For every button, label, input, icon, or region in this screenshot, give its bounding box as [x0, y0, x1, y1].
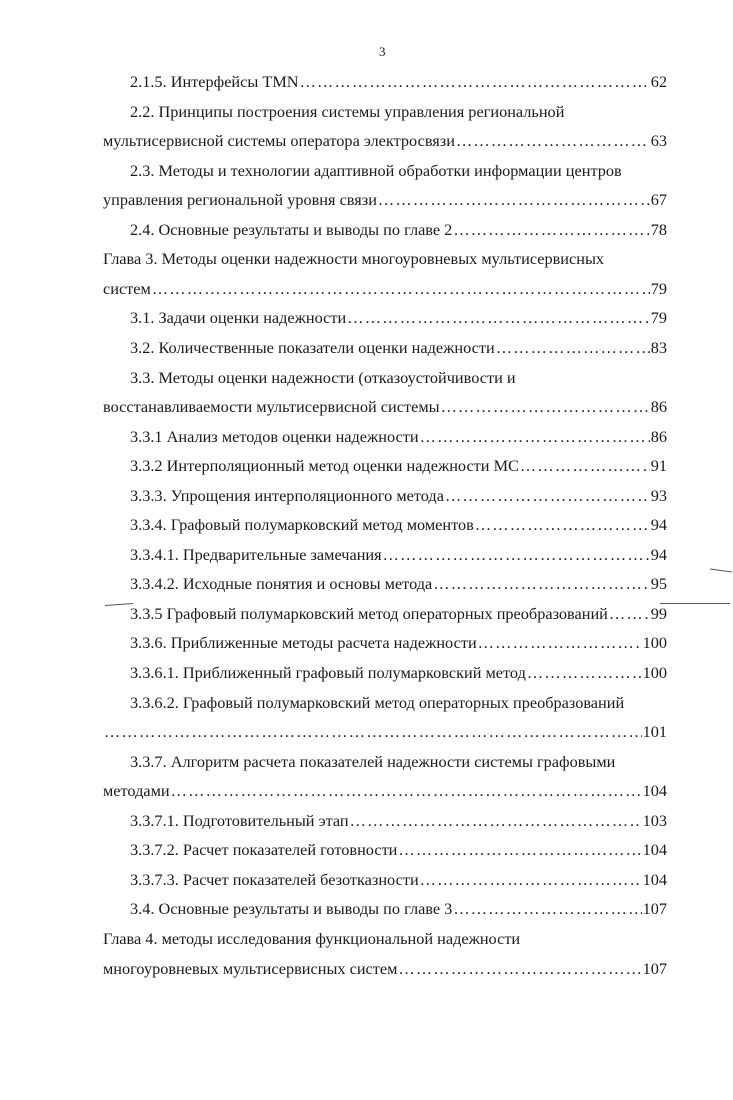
toc-entry-page: 93 — [650, 485, 667, 505]
toc-entry — [130, 102, 564, 124]
toc-entry — [103, 131, 667, 153]
dot-leader — [520, 456, 650, 476]
toc-entry-page: 107 — [642, 899, 667, 919]
toc-entry-page: 107 — [642, 958, 667, 978]
toc-entry — [130, 840, 667, 862]
toc-entry-page: 63 — [650, 131, 667, 151]
dot-leader — [445, 486, 650, 506]
toc-entry-page: 94 — [650, 544, 667, 564]
toc-entry-page: 94 — [650, 515, 667, 535]
toc-entry-title: Глава 3. Методы оценки надежности многоуровневых мультисервисных — [103, 249, 605, 269]
dot-leader — [527, 663, 642, 683]
dot-leader — [478, 633, 642, 653]
dot-leader — [347, 308, 650, 328]
toc-entry-title: методами — [103, 781, 170, 801]
dot-leader — [433, 574, 649, 594]
toc-entry-title: 3.3.7.3. Расчет показателей безотказности — [130, 869, 419, 889]
toc-entry-title: 3.3.6. Приближенные методы расчета надежности — [130, 633, 477, 653]
dot-leader — [496, 338, 650, 358]
toc-entry-page: 100 — [642, 633, 667, 653]
toc-entry-page: 83 — [650, 337, 667, 357]
toc-entry-title: систем — [103, 278, 151, 298]
scan-line-mark — [105, 603, 133, 606]
toc-entry-page: 101 — [642, 722, 667, 742]
dot-leader — [441, 397, 650, 417]
toc-entry-title: 3.2. Количественные показатели оценки надежности — [130, 337, 495, 357]
toc-entry-title: 3.3.7.1. Подготовительный этап — [130, 810, 349, 830]
toc-entry-title: 3.3.5 Графовый полумарковский метод операторных преобразований — [130, 603, 608, 623]
toc-entry — [103, 279, 667, 301]
toc-entry-title: 3.4. Основные результаты и выводы по главе 3 — [130, 899, 453, 919]
toc-entry-page: 103 — [642, 810, 667, 830]
dot-leader — [350, 811, 642, 831]
toc-entry-title: 3.3.7. Алгоритм расчета показателей надежности системы графовыми — [130, 751, 616, 771]
toc-entry-title: 3.3.4. Графовый полумарковский метод моментов — [130, 515, 474, 535]
toc-entry — [130, 368, 516, 390]
toc-entry — [130, 220, 667, 242]
toc-entry-page: 99 — [650, 603, 667, 623]
toc-entry-title: 3.3.1 Анализ методов оценки надежности — [130, 426, 419, 446]
dot-leader — [383, 545, 650, 565]
dot-leader — [456, 131, 650, 151]
toc-entry-title: Глава 4. методы исследования функциональной надежности — [103, 928, 521, 948]
toc-entry-page: 79 — [650, 308, 667, 328]
toc-entry-title: управления региональной уровня связи — [103, 190, 377, 210]
toc-entry-page: 78 — [650, 219, 667, 239]
toc-entry-title: 3.3.3. Упрощения интерполяционного метода — [130, 485, 444, 505]
toc-entry — [130, 870, 667, 892]
toc-entry — [103, 397, 667, 419]
toc-entry-title: многоуровневых мультисервисных систем — [103, 958, 398, 978]
dot-leader — [420, 427, 650, 447]
toc-entry — [130, 427, 667, 449]
dot-leader — [453, 899, 641, 919]
toc-entry-title: восстанавливаемости мультисервисной системы — [103, 397, 440, 417]
toc-entry-title: 2.3. Методы и технологии адаптивной обработки информации центров — [130, 160, 622, 180]
toc-entry-page: 86 — [650, 426, 667, 446]
toc-entry — [130, 633, 667, 655]
toc-entry-title: 2.1.5. Интерфейсы TMN — [130, 72, 299, 91]
dot-leader — [420, 870, 642, 890]
toc-entry — [103, 249, 604, 271]
toc-entry-page: 104 — [642, 869, 667, 889]
toc-entry — [103, 781, 667, 803]
toc-entry-title: 2.2. Принципы построения системы управления региональной — [130, 101, 565, 121]
toc-entry — [130, 161, 622, 183]
toc-entry — [130, 545, 667, 567]
toc-entry — [130, 899, 667, 921]
page-number: 3 — [379, 44, 386, 59]
toc-entry — [130, 752, 615, 774]
toc-entry — [103, 722, 667, 744]
dot-leader — [453, 220, 649, 240]
dot-leader — [152, 279, 650, 299]
toc-entry-page: 67 — [650, 190, 667, 210]
dot-leader — [398, 840, 641, 860]
toc-entry-title: 3.3.7.2. Расчет показателей готовности — [130, 840, 398, 860]
toc-entry-title: 3.3.2 Интерполяционный метод оценки надежности МС — [130, 456, 519, 476]
toc-entry — [130, 456, 667, 478]
toc-entry-title: 3.3.6.2. Графовый полумарковский метод операторных преобразований — [130, 692, 625, 712]
toc-entry — [130, 338, 667, 360]
toc-entry-title: мультисервисной системы оператора электросвязи — [103, 131, 455, 151]
toc-entry — [130, 515, 667, 537]
dot-leader — [398, 959, 641, 979]
toc-entry — [130, 308, 667, 330]
toc-entry-page: 91 — [650, 456, 667, 476]
dot-leader — [171, 781, 642, 801]
dot-leader — [475, 515, 650, 535]
toc-entry-title: 2.4. Основные результаты и выводы по главе 2 — [130, 219, 453, 239]
toc-entry — [130, 811, 667, 833]
toc-entry-title: 3.1. Задачи оценки надежности — [130, 308, 347, 328]
toc-entry-title: 3.3.6.1. Приближенный графовый полумарковский метод — [130, 663, 526, 682]
dot-leader — [300, 72, 650, 92]
toc-entry-page: 79 — [650, 278, 667, 298]
dot-leader — [609, 604, 650, 624]
toc-entry — [130, 693, 624, 715]
toc-entry-title: 3.3.4.2. Исходные понятия и основы метода — [130, 574, 433, 594]
toc-entry-page: 95 — [650, 574, 667, 594]
toc-entry — [130, 604, 667, 626]
dot-leader — [104, 722, 642, 742]
dot-leader — [378, 190, 650, 210]
toc-entry — [130, 486, 667, 508]
toc-entry — [103, 190, 667, 212]
toc-entry — [103, 959, 667, 981]
toc-entry-title: 3.3. Методы оценки надежности (отказоустойчивости и — [130, 367, 516, 387]
scan-line-mark — [710, 568, 732, 572]
toc-entry — [103, 929, 520, 951]
toc-entry-page: 104 — [642, 781, 667, 801]
toc-entry-page: 100 — [642, 663, 667, 682]
toc-entry — [130, 72, 667, 94]
toc-entry-page: 104 — [642, 840, 667, 860]
toc-entry — [130, 663, 667, 685]
toc-entry-page: 62 — [650, 72, 667, 91]
toc-entry-page: 86 — [650, 397, 667, 417]
scan-line-mark — [660, 603, 730, 604]
toc-entry — [130, 574, 667, 596]
toc-entry-title: 3.3.4.1. Предварительные замечания — [130, 544, 382, 564]
